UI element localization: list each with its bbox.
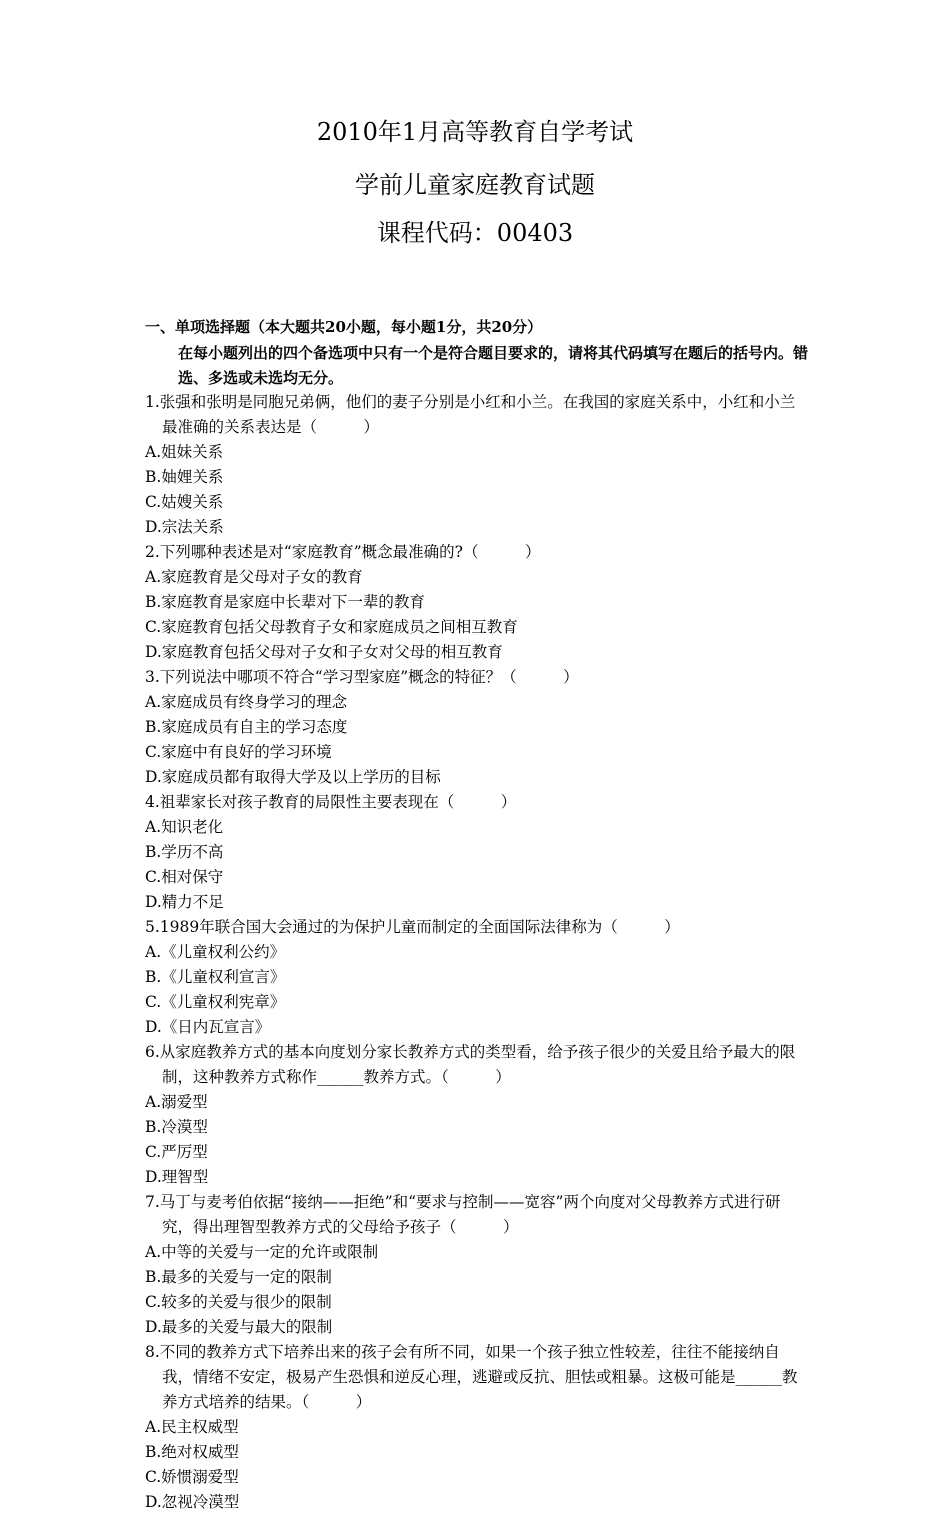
option: B.《儿童权利宣言》	[145, 968, 286, 986]
option: D.家庭教育包括父母对子女和子女对父母的相互教育	[145, 643, 503, 661]
option: B.妯娌关系	[145, 468, 224, 486]
exam-subject: 学前儿童家庭教育试题	[355, 171, 595, 199]
question-text: 1.张强和张明是同胞兄弟俩，他们的妻子分别是小红和小兰。在我国的家庭关系中，小红和小兰最准确的关系表达是（ ）	[145, 393, 796, 436]
option: A.《儿童权利公约》	[145, 943, 286, 961]
option: C.较多的关爱与很少的限制	[145, 1293, 332, 1311]
option: C.家庭教育包括父母教育子女和家庭成员之间相互教育	[145, 618, 518, 636]
options	[145, 1090, 810, 1190]
option: C.《儿童权利宪章》	[145, 993, 286, 1011]
option: D.《日内瓦宣言》	[145, 1018, 271, 1036]
option: C.姑嫂关系	[145, 493, 224, 511]
question-text: 2.下列哪种表述是对“家庭教育”概念最准确的?（ ）	[145, 543, 541, 561]
exam-title: 2010年1月高等教育自学考试	[316, 118, 634, 146]
option: B.最多的关爱与一定的限制	[145, 1268, 332, 1286]
option: A.民主权威型	[145, 1418, 239, 1436]
option: A.家庭成员有终身学习的理念	[145, 693, 348, 711]
question	[145, 390, 810, 540]
section-instructions: 在每小题列出的四个备选项中只有一个是符合题目要求的，请将其代码填写在题后的括号内。错选、多选或未选均无分。	[178, 344, 809, 387]
option: A.溺爱型	[145, 1093, 208, 1111]
question-text: 3.下列说法中哪项不符合“学习型家庭”概念的特征？（ ）	[145, 668, 579, 686]
option: C.严厉型	[145, 1143, 208, 1161]
question	[145, 540, 810, 665]
question	[145, 915, 810, 1040]
option: B.绝对权威型	[145, 1443, 239, 1461]
options	[145, 440, 810, 540]
option: A.家庭教育是父母对子女的教育	[145, 568, 363, 586]
option: A.姐妹关系	[145, 443, 224, 461]
option: A.中等的关爱与一定的允许或限制	[145, 1243, 379, 1261]
option: B.学历不高	[145, 843, 224, 861]
options	[145, 815, 810, 915]
option: D.最多的关爱与最大的限制	[145, 1318, 333, 1336]
question	[145, 665, 810, 790]
question	[145, 790, 810, 915]
question-text: 7.马丁与麦考伯依据“接纳——拒绝”和“要求与控制——宽容”两个向度对父母教养方式进行研究，得出理智型教养方式的父母给予孩子（ ）	[145, 1193, 781, 1236]
option: A.知识老化	[145, 818, 224, 836]
section-title: 一、单项选择题（本大题共20小题，每小题1分，共20分）	[145, 318, 543, 336]
options	[145, 1240, 810, 1340]
option: B.家庭教育是家庭中长辈对下一辈的教育	[145, 593, 425, 611]
options	[145, 940, 810, 1040]
options	[145, 1415, 810, 1515]
question	[145, 1340, 810, 1515]
question-text: 8.不同的教养方式下培养出来的孩子会有所不同，如果一个孩子独立性较差，往往不能接纳自我，情绪不安定，极易产生恐惧和逆反心理，逃避或反抗、胆怯或粗暴。这极可能是______教养方式培养的结果。（ ）	[145, 1343, 798, 1411]
question-text: 5.1989年联合国大会通过的为保护儿童而制定的全面国际法律称为（ ）	[145, 918, 680, 936]
question	[145, 1040, 810, 1190]
options	[145, 565, 810, 665]
question-text: 6.从家庭教养方式的基本向度划分家长教养方式的类型看，给予孩子很少的关爱且给予最大的限制，这种教养方式称作______教养方式。（ ）	[145, 1043, 796, 1086]
option: C.相对保守	[145, 868, 224, 886]
option: D.宗法关系	[145, 518, 224, 536]
option: D.家庭成员都有取得大学及以上学历的目标	[145, 768, 441, 786]
option: C.娇惯溺爱型	[145, 1468, 239, 1486]
question-list	[145, 390, 810, 1515]
course-code: 课程代码：00403	[376, 219, 574, 247]
option: D.理智型	[145, 1168, 209, 1186]
option: D.忽视冷漠型	[145, 1493, 240, 1511]
question	[145, 1190, 810, 1340]
option: B.冷漠型	[145, 1118, 208, 1136]
option: D.精力不足	[145, 893, 224, 911]
options	[145, 690, 810, 790]
question-text: 4.祖辈家长对孩子教育的局限性主要表现在（ ）	[145, 793, 517, 811]
option: B.家庭成员有自主的学习态度	[145, 718, 348, 736]
option: C.家庭中有良好的学习环境	[145, 743, 332, 761]
